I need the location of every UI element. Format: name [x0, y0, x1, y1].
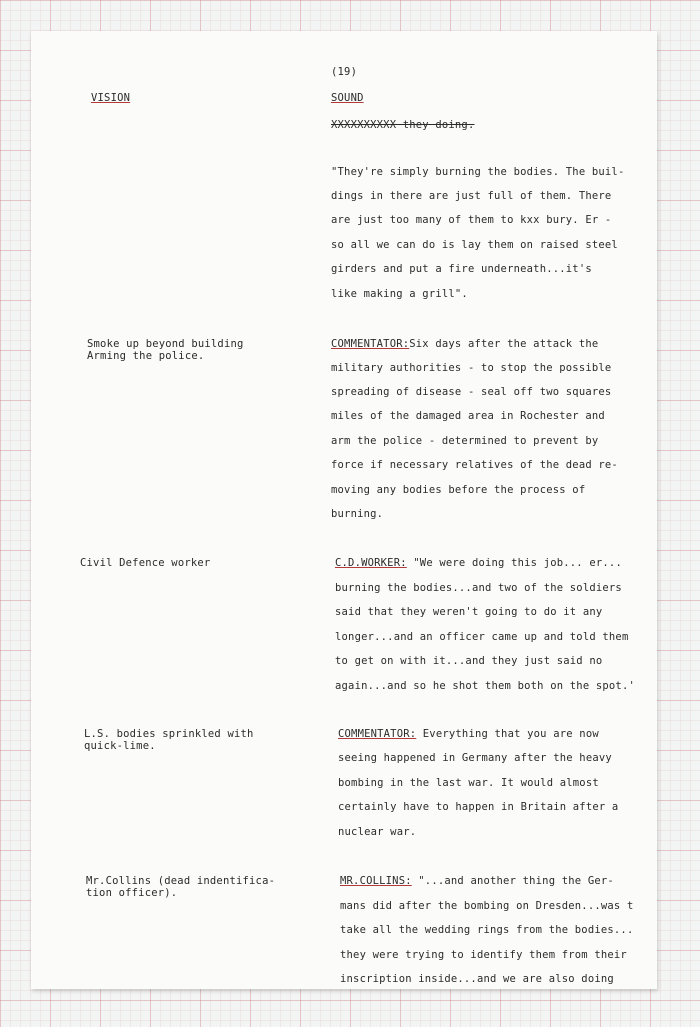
- sound-line: so all we can do is lay them on raised steel: [331, 239, 618, 251]
- sound-line: certainly have to happen in Britain after a: [338, 801, 619, 813]
- vision-line: Arming the police.: [87, 350, 205, 362]
- sound-line: said that they weren't going to do it any: [335, 606, 603, 618]
- sound-line: dings in there are just full of them. There: [331, 190, 612, 202]
- vision-line: Civil Defence worker: [80, 557, 211, 569]
- speaker-label: COMMENTATOR:: [338, 728, 417, 740]
- sound-line: mans did after the bombing on Dresden...was t: [340, 900, 634, 912]
- vision-line: tion officer).: [86, 887, 178, 899]
- sound-line: "They're simply burning the bodies. The buil-: [331, 166, 625, 178]
- vision-line: quick-lime.: [84, 740, 156, 752]
- sound-line: again...and so he shot them both on the spot.': [335, 680, 635, 692]
- sound-line: like making a grill".: [331, 288, 468, 300]
- sound-line: inscription inside...and we are also doing: [340, 973, 614, 985]
- speaker-label: MR.COLLINS:: [340, 875, 412, 887]
- vision-line: L.S. bodies sprinkled with: [84, 728, 254, 740]
- struck-text: XXXXXXXXXX they doing.: [331, 119, 475, 131]
- sound-line: longer...and an officer came up and told them: [335, 631, 629, 643]
- sound-line: girders and put a fire underneath...it's: [331, 263, 592, 275]
- sound-line: force if necessary relatives of the dead re-: [331, 459, 618, 471]
- sound-line: [331, 119, 474, 131]
- sound-line: bombing in the last war. It would almost: [338, 777, 599, 789]
- sound-line: military authorities - to stop the possible: [331, 362, 612, 374]
- speaker-label: C.D.WORKER:: [335, 557, 407, 569]
- sound-line: take all the wedding rings from the bodies...: [340, 924, 634, 936]
- sound-line: COMMENTATOR:Six days after the attack the: [331, 338, 599, 350]
- page-number: (19): [331, 66, 358, 78]
- sound-line: arm the police - determined to prevent by: [331, 435, 599, 447]
- vision-line: Mr.Collins (dead indentifica-: [86, 875, 276, 887]
- sound-line: are just too many of them to kxx bury. Er -: [331, 214, 612, 226]
- sound-line: seeing happened in Germany after the heavy: [338, 752, 612, 764]
- sound-line: spreading of disease - seal off two squares: [331, 386, 612, 398]
- sound-column-header: SOUND: [331, 92, 364, 104]
- sound-line: nuclear war.: [338, 826, 417, 838]
- sound-line: miles of the damaged area in Rochester and: [331, 410, 605, 422]
- sound-line: they were trying to identify them from their: [340, 949, 627, 961]
- sound-line: burning.: [331, 508, 384, 520]
- sound-line: MR.COLLINS: "...and another thing the Ger-: [340, 875, 614, 887]
- sound-line: COMMENTATOR: Everything that you are now: [338, 728, 599, 740]
- speaker-label: COMMENTATOR:: [331, 338, 410, 350]
- sound-line: to get on with it...and they just said no: [335, 655, 603, 667]
- sound-line: burning the bodies...and two of the soldiers: [335, 582, 622, 594]
- sound-line: moving any bodies before the process of: [331, 484, 586, 496]
- vision-line: Smoke up beyond building: [87, 338, 244, 350]
- vision-column-header: VISION: [91, 92, 131, 104]
- sound-line: C.D.WORKER: "We were doing this job... er...: [335, 557, 622, 569]
